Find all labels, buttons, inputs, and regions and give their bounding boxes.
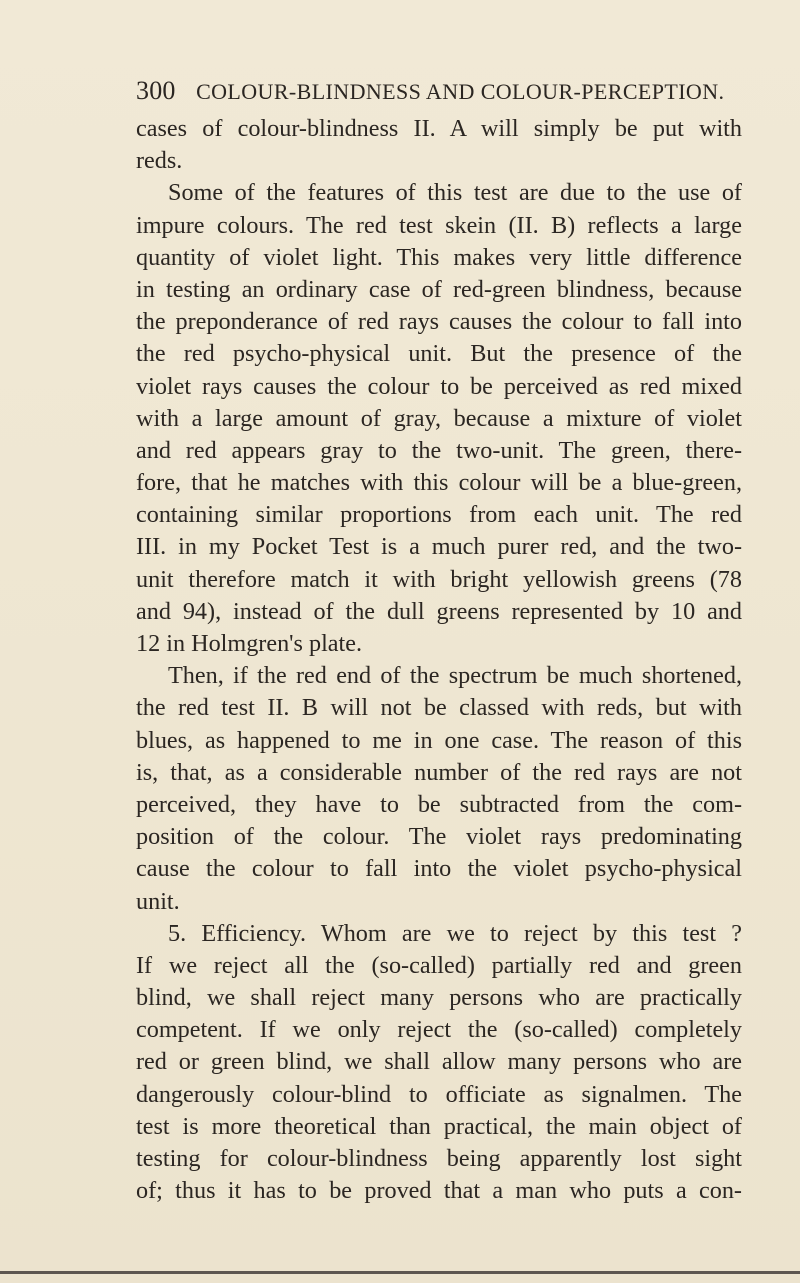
- text-line: Some of the features of this test are due to the use of: [168, 179, 742, 207]
- text-line: cases of colour-blindness II. A will simply be put with: [136, 115, 742, 142]
- text-line: containing similar proportions from each unit. The red: [136, 501, 742, 529]
- text-line: III. in my Pocket Test is a much purer red, and the two-: [136, 533, 742, 561]
- text-line: Then, if the red end of the spectrum be much shortened,: [168, 662, 742, 690]
- text-line: unit therefore match it with bright yellowish greens (78: [136, 565, 742, 593]
- page-number: 300: [136, 76, 176, 105]
- text-line: dangerously colour-blind to officiate as signalmen. The: [136, 1080, 742, 1108]
- text-line: the preponderance of red rays causes the colour to fall into: [136, 308, 742, 336]
- text-line: reds.: [136, 147, 183, 175]
- text-line: impure colours. The red test skein (II. B) reflects a large: [136, 211, 742, 239]
- text-line: testing for colour-blindness being apparently lost sight: [136, 1145, 742, 1172]
- text-line: blind, we shall reject many persons who are practically: [136, 984, 742, 1012]
- text-line: violet rays causes the colour to be perceived as red mixed: [136, 372, 742, 400]
- text-line: with a large amount of gray, because a mixture of violet: [136, 404, 742, 432]
- text-line: and red appears gray to the two-unit. The green, there-: [136, 436, 742, 464]
- text-line: perceived, they have to be subtracted from the com-: [136, 790, 742, 818]
- text-line: red or green blind, we shall allow many persons who are: [136, 1048, 742, 1076]
- page-header: [136, 76, 736, 112]
- running-title: COLOUR-BLINDNESS AND COLOUR-PERCEPTION.: [196, 79, 725, 104]
- text-line: position of the colour. The violet rays predominating: [136, 823, 742, 851]
- text-line: is, that, as a considerable number of the red rays are not: [136, 758, 742, 786]
- text-line: 5. Efficiency. Whom are we to reject by this test ?: [168, 919, 742, 947]
- text-line: the red test II. B will not be classed with reds, but with: [136, 694, 742, 722]
- text-line: of; thus it has to be proved that a man who puts a con-: [136, 1177, 742, 1205]
- text-line: the red psycho-physical unit. But the presence of the: [136, 340, 742, 368]
- text-line: 12 in Holmgren's plate.: [136, 630, 363, 657]
- body-text: [136, 113, 742, 1207]
- text-line: in testing an ordinary case of red-green blindness, because: [136, 275, 742, 303]
- text-line: cause the colour to fall into the violet psycho-physical: [136, 855, 742, 883]
- text-line: If we reject all the (so-called) partially red and green: [136, 951, 742, 979]
- text-line: and 94), instead of the dull greens represented by 10 and: [136, 597, 742, 625]
- text-line: unit.: [136, 887, 180, 915]
- text-line: test is more theoretical than practical, the main object of: [136, 1112, 742, 1140]
- text-line: fore, that he matches with this colour will be a blue-green,: [136, 469, 742, 497]
- text-line: quantity of violet light. This makes very little difference: [136, 243, 742, 271]
- text-line: competent. If we only reject the (so-called) completely: [136, 1016, 742, 1044]
- page-edge-shadow: [0, 1271, 800, 1274]
- text-line: blues, as happened to me in one case. The reason of this: [136, 726, 742, 754]
